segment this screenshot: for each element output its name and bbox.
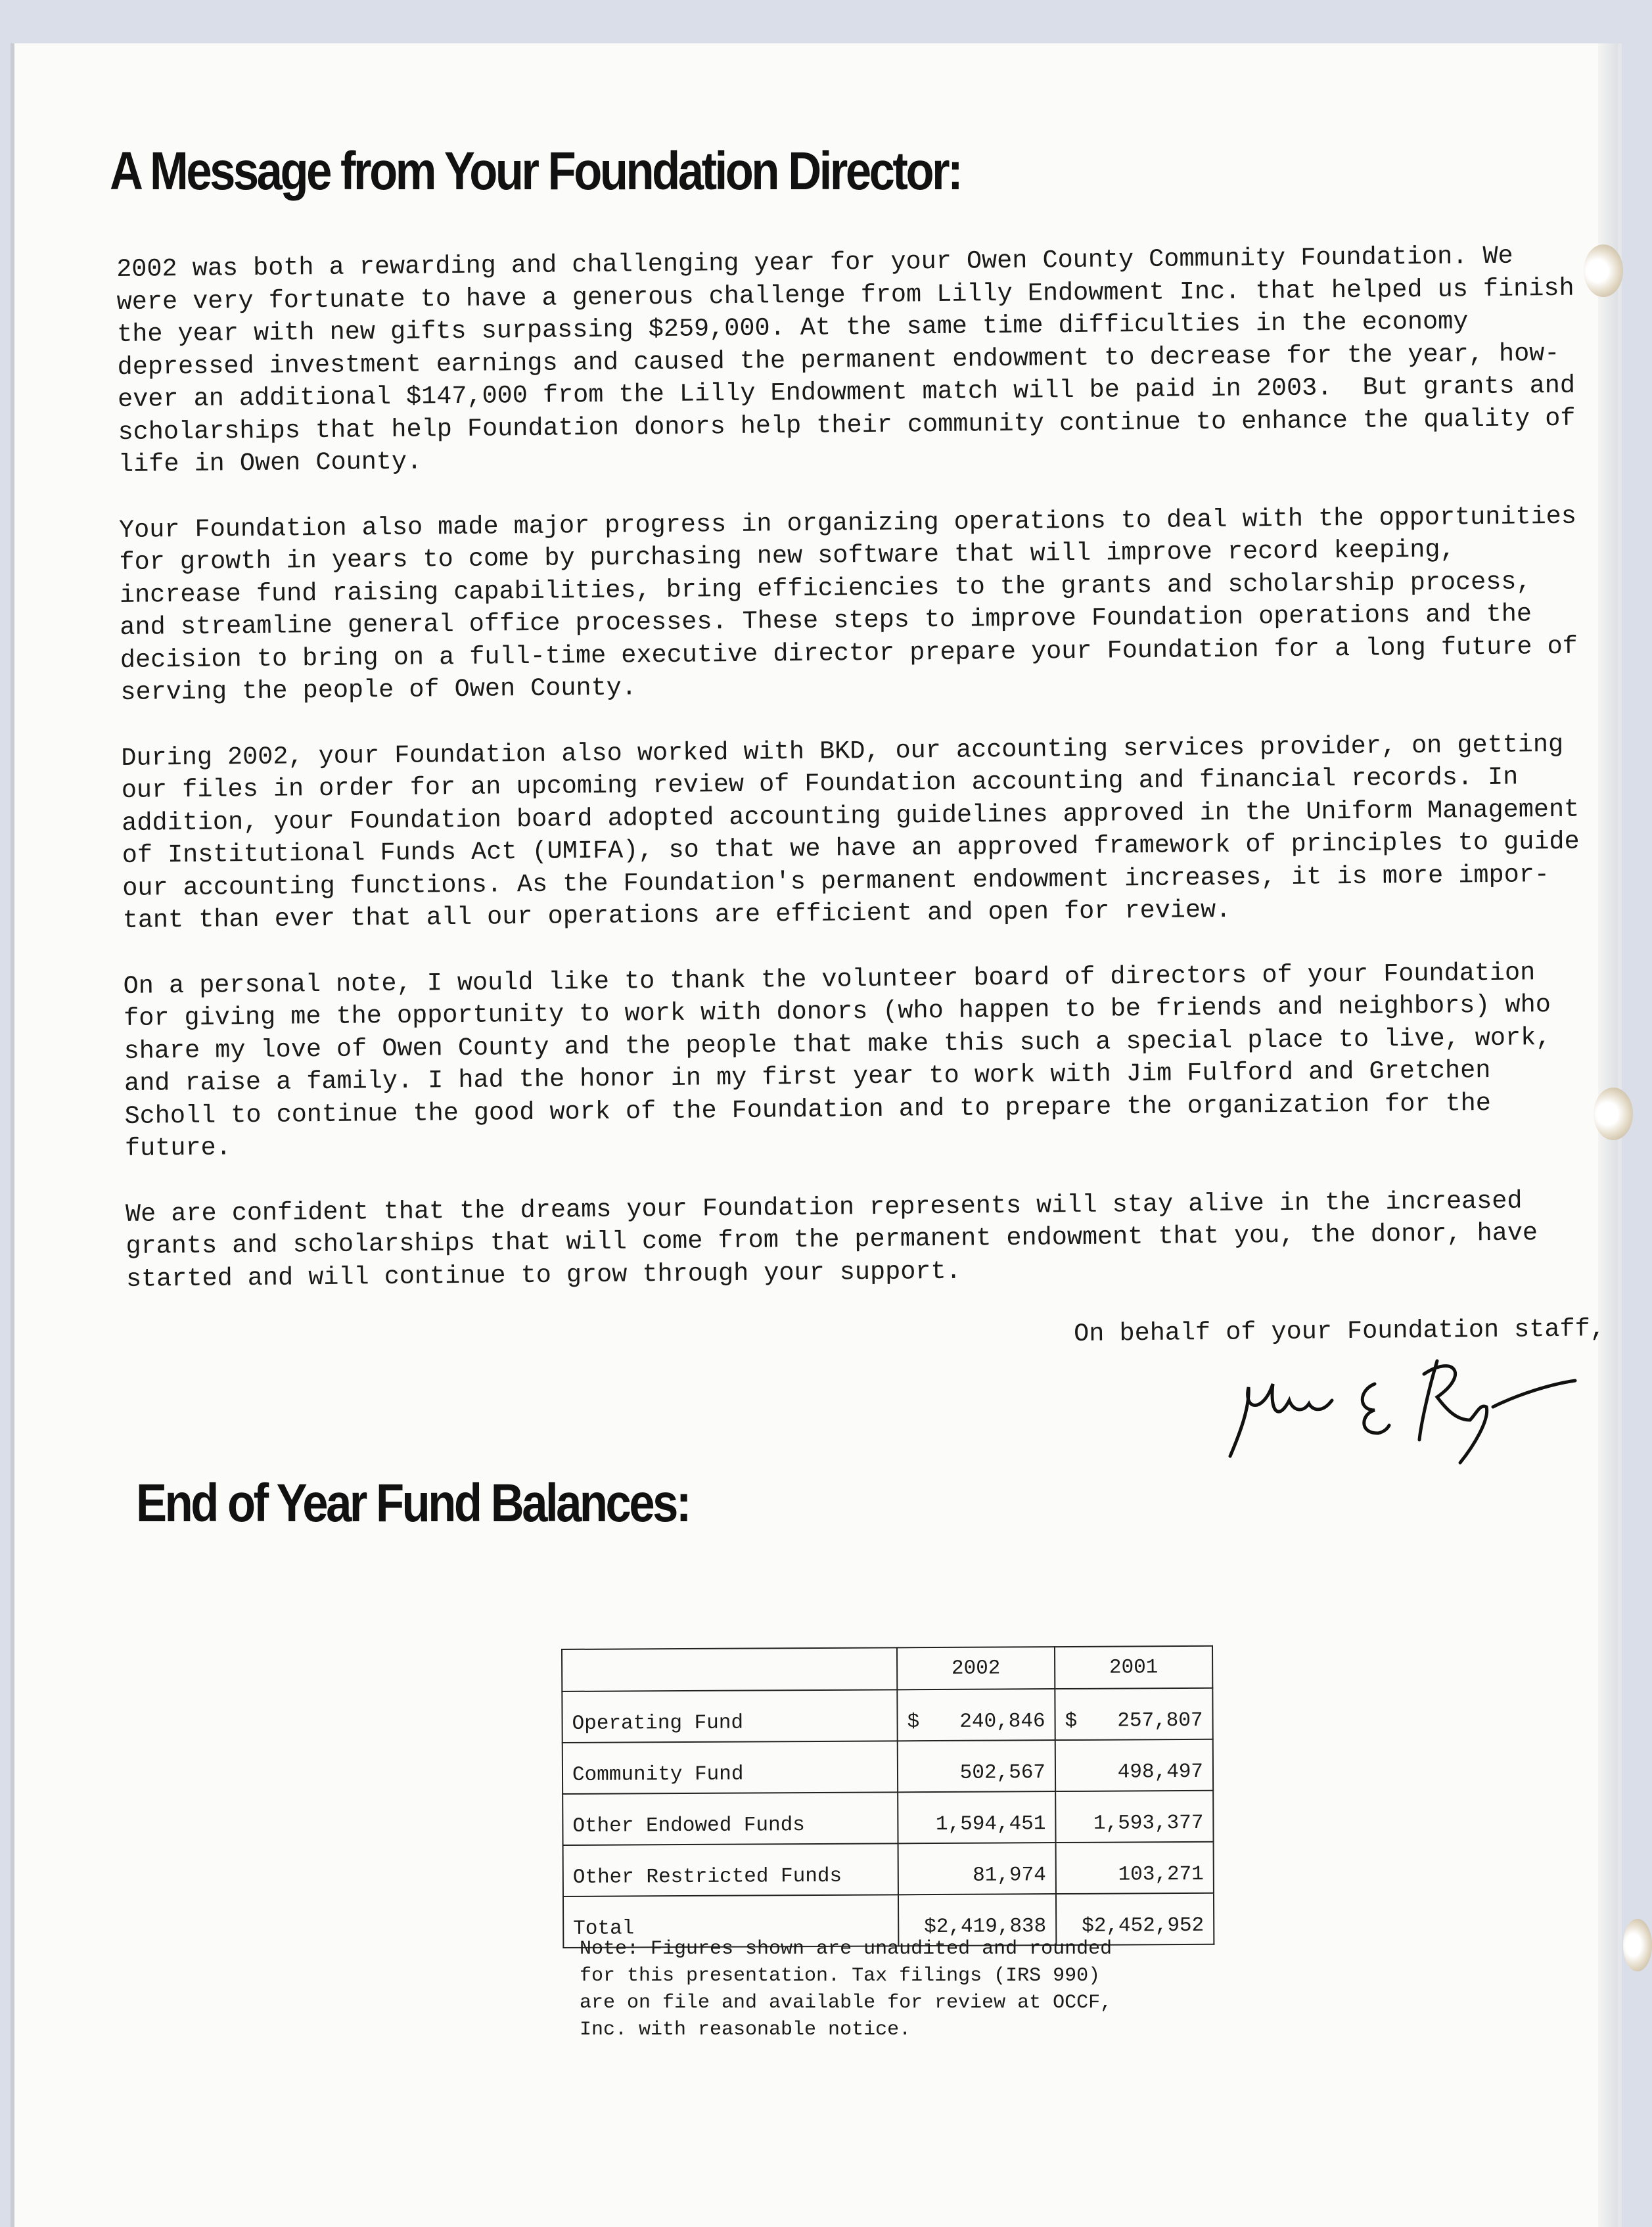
binder-hole — [1623, 1919, 1652, 1971]
table-header-row — [562, 1646, 1212, 1691]
table-row — [562, 1688, 1212, 1743]
row-label: Operating Fund — [562, 1689, 897, 1743]
signoff: On behalf of your Foundation staff, — [1074, 1314, 1606, 1348]
value-text: 257,807 — [1117, 1709, 1203, 1733]
balances-heading: End of Year Fund Balances: — [136, 1473, 689, 1533]
row-value-2002: 502,567 — [898, 1740, 1055, 1792]
row-value-2001: 103,271 — [1056, 1842, 1214, 1894]
message-paragraph-3: During 2002, your Foundation also worked with BKD, our accounting services provider, on getting our files in order for an upcoming review of Foundation accounting and financial records. In addition, your Foundation board adopted accounting guidelines approved in the Uniform Management of Institutional Funds Act (UMIFA), so that we have an approved framework of principles to guide our accounting functions. As the Foundation's permanent endowment increases, it is more impor- tant than ever that all our operations are efficient and open for review. — [121, 729, 1580, 935]
row-value-2001: 498,497 — [1055, 1739, 1213, 1791]
binder-hole — [1584, 244, 1623, 297]
message-paragraph-4: On a personal note, I would like to thank the volunteer board of directors of your Foundation for giving me the opportunity to work with donors (who happen to be friends and neighbors) who share my love of Owen County and the people that make this such a special place to live, work, and raise a family. I had the honor in my first year to work with Jim Fulford and Gretchen Scholl to continue the good work of the Foundation and to prepare the organization for the future. — [123, 957, 1551, 1163]
message-paragraph-2: Your Foundation also made major progress in organizing operations to deal with the opportunities for growth in years to come by purchasing new software that will improve record keeping, increase fund raising capabilities, bring efficiencies to the grants and scholarship process, and streamline general office processes. These steps to improve Foundation operations and the decision to bring on a full-time executive director prepare your Foundation for a long future of serving the people of Owen County. — [118, 501, 1578, 707]
document-page — [14, 43, 1618, 2227]
table-row — [562, 1791, 1213, 1845]
table-row — [562, 1739, 1213, 1794]
row-value-2001: 1,593,377 — [1055, 1791, 1213, 1843]
message-body — [116, 239, 1618, 1329]
row-value-2002 — [897, 1689, 1055, 1741]
table-note: Note: Figures shown are unaudited and rounded for this presentation. Tax filings (IRS 990) are on file and available for review at OCCF, Inc. with reasonable notice. — [580, 1938, 1113, 2041]
dollar-sign: $ — [1065, 1709, 1078, 1733]
row-value-2001: $2,452,952 — [1056, 1893, 1214, 1945]
fund-balances-table — [561, 1645, 1214, 1948]
message-paragraph-1: 2002 was both a rewarding and challenging year for your Owen County Community Foundation. We were very fortunate to have a generous challenge from Lilly Endowment Inc. that helped us finish the year with new gifts surpassing $259,000. At the same time difficulties in the economy depressed investment earnings and caused the permanent endowment to decrease for the year, how- ever an additional $147,000 from the Lilly Endowment match will be paid in 2003. But grants and scholarships that help Foundation donors help their community continue to enhance the quality of life in Owen County. — [116, 241, 1576, 479]
table-header-blank — [562, 1647, 897, 1691]
row-label: Other Restricted Funds — [563, 1843, 898, 1896]
row-value-2002: $2,419,838 — [898, 1894, 1056, 1946]
row-label: Other Endowed Funds — [562, 1792, 898, 1845]
binder-hole — [1594, 1088, 1633, 1140]
row-value-2002: 1,594,451 — [898, 1791, 1055, 1843]
row-label: Total — [563, 1894, 898, 1948]
table-row — [563, 1842, 1214, 1896]
fund-balances-table-wrap — [561, 1645, 1214, 1948]
table-header-2001: 2001 — [1055, 1646, 1212, 1689]
value-text: 240,846 — [959, 1710, 1045, 1733]
message-heading: A Message from Your Foundation Director: — [110, 141, 961, 201]
row-label: Community Fund — [562, 1741, 898, 1794]
director-signature — [1210, 1348, 1578, 1479]
message-paragraph-5: We are confident that the dreams your Foundation represents will stay alive in the increased grants and scholarships that will come from the permanent endowment that you, the donor, have started and will continue to grow through your support. — [125, 1186, 1538, 1294]
dollar-sign: $ — [907, 1710, 920, 1734]
table-header-2002: 2002 — [897, 1647, 1055, 1689]
row-value-2001 — [1055, 1688, 1212, 1740]
row-value-2002: 81,974 — [898, 1843, 1056, 1894]
